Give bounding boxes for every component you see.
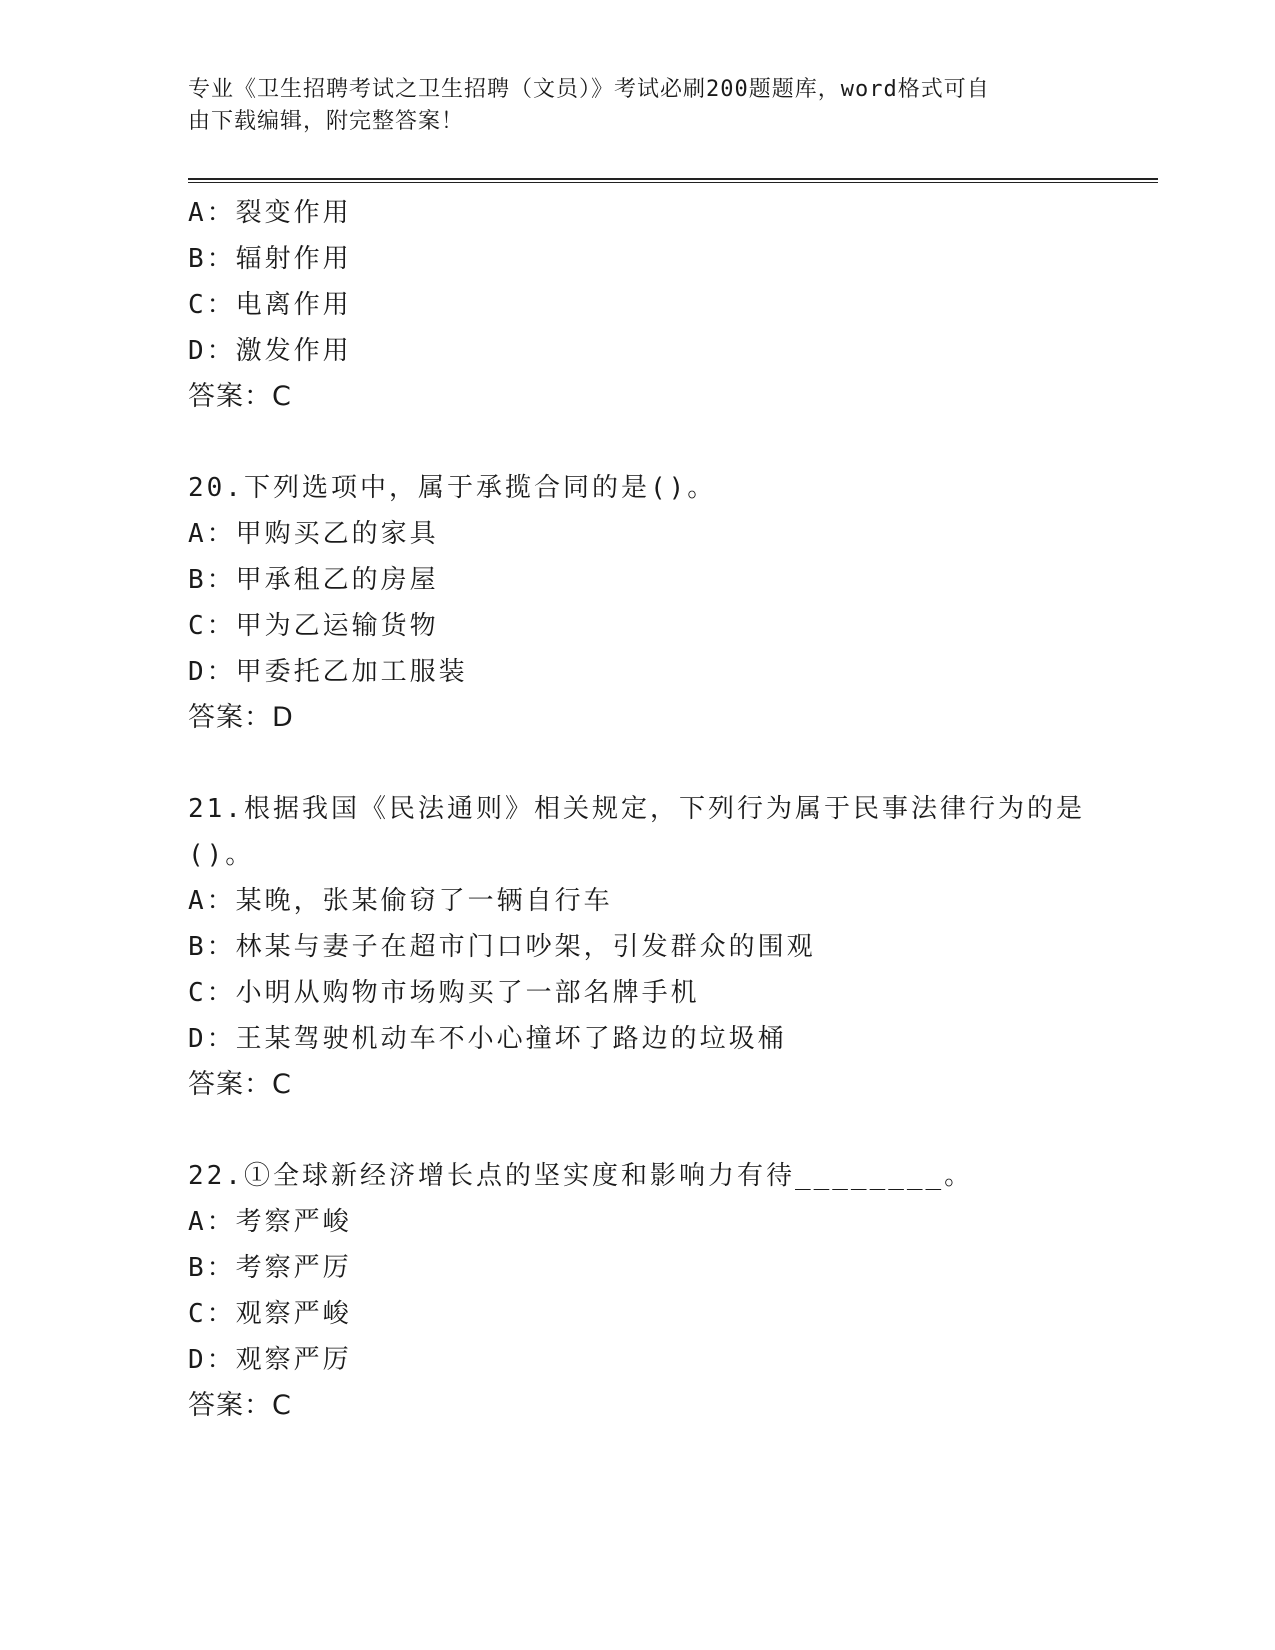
question-title-line-1: 21.根据我国《民法通则》相关规定，下列行为属于民事法律行为的是	[188, 794, 1085, 824]
option-c: C：甲为乙运输货物	[188, 611, 439, 641]
option-a: A：裂变作用	[188, 198, 352, 228]
question-list	[188, 190, 1148, 1429]
option-d: D：观察严厉	[188, 1345, 352, 1375]
option-d: D：甲委托乙加工服装	[188, 657, 468, 687]
option-c: C：观察严峻	[188, 1299, 352, 1329]
answer: 答案：C	[188, 381, 292, 412]
question-20	[188, 465, 1148, 741]
header-divider-thin	[188, 182, 1158, 183]
option-a: A：考察严峻	[188, 1207, 352, 1237]
option-a: A：某晚，张某偷窃了一辆自行车	[188, 886, 613, 916]
option-b: B：林某与妻子在超市门口吵架，引发群众的围观	[188, 932, 816, 962]
header-line-2: 由下载编辑，附完整答案！	[188, 109, 465, 134]
question-title-line-2: ()。	[188, 840, 255, 870]
answer: 答案：C	[188, 1069, 292, 1100]
option-d: D：激发作用	[188, 336, 352, 366]
question-title: 20.下列选项中，属于承揽合同的是()。	[188, 473, 717, 503]
option-d: D：王某驾驶机动车不小心撞坏了路边的垃圾桶	[188, 1024, 787, 1054]
question-19	[188, 190, 1148, 420]
header-line-1: 专业《卫生招聘考试之卫生招聘（文员）》考试必刷200题题库，word格式可自	[188, 77, 990, 102]
question-22	[188, 1153, 1148, 1429]
answer: 答案：C	[188, 1390, 292, 1421]
option-b: B：考察严厉	[188, 1253, 352, 1283]
document-header	[188, 74, 1088, 138]
option-c: C：小明从购物市场购买了一部名牌手机	[188, 978, 700, 1008]
option-b: B：辐射作用	[188, 244, 352, 274]
option-a: A：甲购买乙的家具	[188, 519, 439, 549]
option-b: B：甲承租乙的房屋	[188, 565, 439, 595]
option-c: C：电离作用	[188, 290, 352, 320]
question-21	[188, 786, 1148, 1108]
answer: 答案：D	[188, 702, 294, 733]
question-title: 22.①全球新经济增长点的坚实度和影响力有待________。	[188, 1161, 974, 1191]
header-divider-thick	[188, 178, 1158, 180]
